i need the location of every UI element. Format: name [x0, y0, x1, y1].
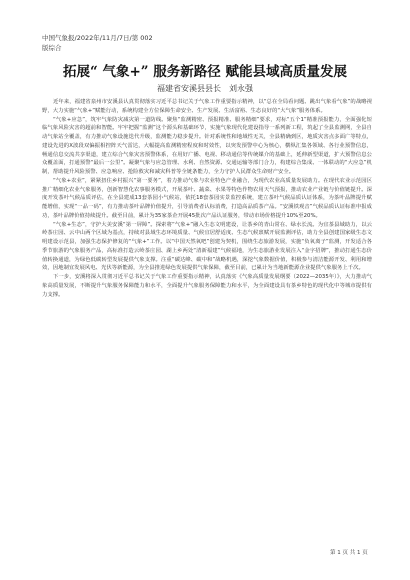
- paragraph-intro: 近年来，福建省泉州市安溪县认真贯彻落实习近平总书记关于气象工作重要指示精神，以“总在全局看问题、跳出气象看气象”的战略视野，大力实施“气象+”赋能行动，系统构建全方位保障生命安全、生产发展、生活富裕、生态良好的“大气象”服务体系。: [42, 99, 372, 114]
- paragraph-ecology: “气象+生态”，守护大美安溪“第一屏障”。探索将“气象+”融入生态文明建设，让茶乡的青山常在、绿水长流。为宜茶县域助力，以云岭茶庄园、云中山两个区域为基点，持续对县域生态环境质量、气候宜居舒适度、生态气候禀赋开展监测评估，助力全县创建国家级生态文明建设示范县，加强生态保护修复的“气象+”工作。以“中国天然氧吧”创建为契机，围绕生态旅游发展，实施“负氧离子”监测，开发适合各季节旅游的气象服务产品，高标准打造云岭茶庄园、湖上乡两处“清新福建”气候福地，为生态旅游业发展注入“金字招牌”，推动打通生态价值转换通道，为绿色低碳转型发展提供气象支撑。注重“碳达峰、碳中和”战略机遇，深挖气象数据价值，积极参与清洁能源开发、利用和增效，因地制宜发展风电、光伏等新能源，为全县推进绿色发展提供气象保障，截至目前，已累计为当地新能源企业提供气象服务上千次。: [42, 221, 372, 272]
- paragraph-emergency: “气象+应急”，筑牢气象防灾减灾第一道防线。聚焦“监测精密、预报精准、服务精细”要求，对标“五个1”精准预报能力，全面强化短临气象风险灾害的超前和智能。牢牢把握“监测”这个源头和基础环节，实施气象现代化建设指导一系列新工程，筑起了全县监测网，全县自动气象站全覆盖，有力推动气象设施迭代升级，监测能力稳步提升。针对系统性和地域性无关，全县精确到区，地质灾害点多面广等特点，建设先进的X波段双偏振相控阵天气雷达，大幅提高监测精密程度和时效性，以突发预警中心为核心，横纵汇集各领域、各行业预警信息，畅通信息交流共享渠道，建立综合气象灾害预警体系，在用好广播、电视、移动通信等传统媒介的基础上，延伸新型渠道，扩大预警信息公众覆盖面，打通预警“最后一公里”。凝聚气象与应急管理、水利、自然资源、交通运输等部门合力，构建综合集成、一体联动的“大应急”机制，帮助提升风险预警、应急响应、抢险救灾和减灾科普等全链条能力，全力守护人民群众生命财产安全。: [42, 116, 372, 175]
- paragraph-next-steps: 下一步，安溪将深入贯彻习近平总书记关于气象工作重要指示精神，认真落实《气象高质量发展纲要（2022—2035年）》，大力推动气象高质量发展，不断提升气象服务保障能力和水平，全面提升气象服务保障能力和水平，为全面建设具有茶乡特色的现代化中等城市提供有力支撑。: [42, 274, 372, 298]
- article-body: [42, 98, 372, 299]
- article-title: 拓展“ 气象+” 服务新路径 赋能县域高质量发展: [63, 64, 347, 80]
- source-line: 中国气象报/2022年/11月/7日/第 002: [42, 34, 153, 42]
- section-line: 版综合: [42, 44, 62, 52]
- article-byline: 福建省安溪县县长 刘永强: [157, 84, 253, 93]
- page-indicator: 第 1 页 共 1 页: [330, 550, 368, 556]
- paragraph-agriculture: “气象+农业”，紧紧扭住乡村振兴“第一要务”，着力推动气象与农业特色产业融合，为现代农业高质量发展助力。在现代农业示范园区推广精细化农业气象服务，创新智慧化农事服务模式，开展茶叶、蔬菜、水果等特色作物农用天气预报，推动农业产业链与价值链提升。深度开发茶叶气候品质评估，在全县建成13套茶园小气候站，依托18套茶园实景监控系统，建立茶叶气候品质认证体系，为茶叶品牌提升赋能增值，实现“一品一码”，有力推动茶叶品牌价值提升，引导消费者认标消费，打造高品质茶产品。“安溪铁观音”气候品质认证标准申报成功，茶叶品牌价值持续提升。截至目前，累计为35家茶企开展45批次产品认证服务，带动市场价格提升10%至20%。: [42, 177, 372, 219]
